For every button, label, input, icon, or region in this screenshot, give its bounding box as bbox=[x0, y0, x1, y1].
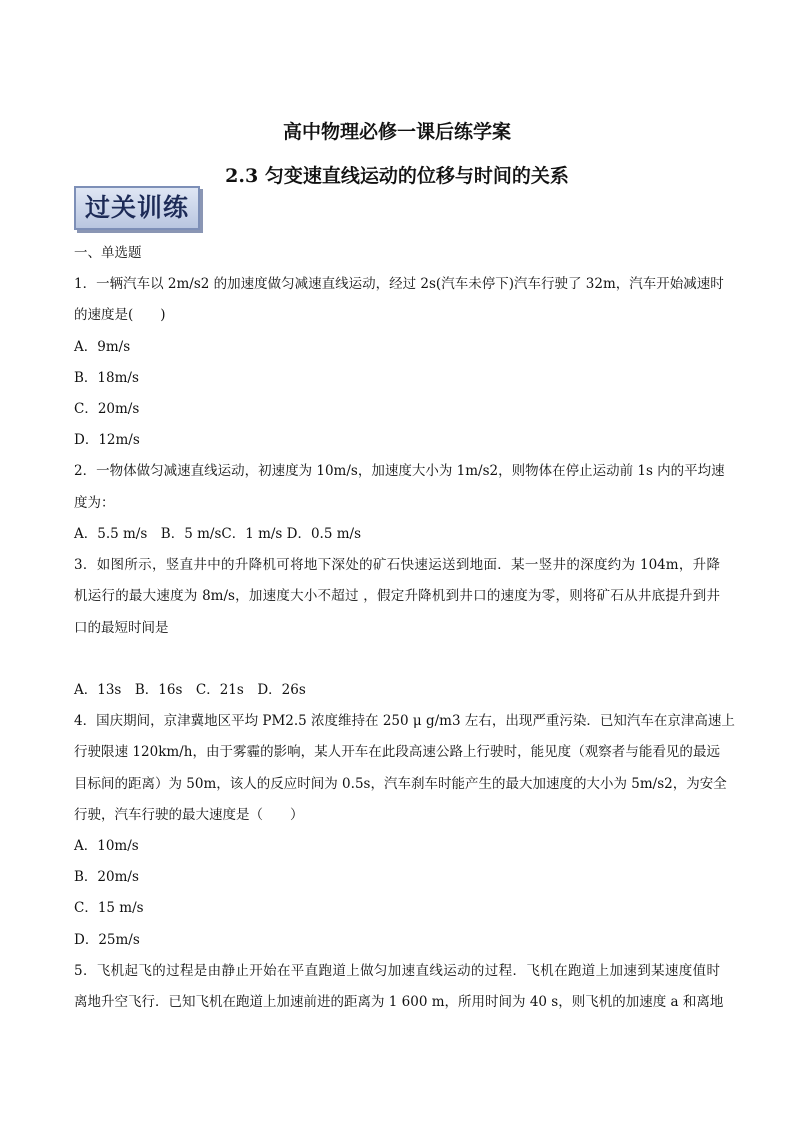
question-3-stem-line-2: 机运行的最大速度为 8m/s，加速度大小不超过 ，假定升降机到井口的速度为零，则将矿石从井底提升到井 bbox=[74, 588, 720, 604]
question-3-options: A．13s B．16s C．21s D．26s bbox=[74, 682, 306, 698]
question-1-stem-line-1: 1．一辆汽车以 2m/s2 的加速度做匀减速直线运动，经过 2s(汽车未停下)汽车行驶了 32m，汽车开始减速时 bbox=[74, 276, 724, 292]
question-4-stem-line-2: 行驶限速 120km/h，由于雾霾的影响，某人开车在此段高速公路上行驶时，能见度（观察者与能看见的最远 bbox=[74, 744, 720, 760]
lesson-title: 2.3 匀变速直线运动的位移与时间的关系 bbox=[225, 165, 569, 187]
question-1-stem-line-2: 的速度是( ) bbox=[74, 307, 166, 323]
question-4-option-a: A．10m/s bbox=[74, 838, 139, 854]
question-5-stem-line-2: 离地升空飞行．已知飞机在跑道上加速前进的距离为 1 600 m，所用时间为 40 s，则飞机的加速度 a 和离地 bbox=[74, 994, 724, 1010]
section-badge bbox=[74, 186, 200, 230]
question-4-stem-line-1: 4．国庆期间，京津冀地区平均 PM2.5 浓度维持在 250 μ g/m3 左右，出现严重污染．已知汽车在京津高速上 bbox=[74, 713, 735, 729]
question-5-stem-line-1: 5．飞机起飞的过程是由静止开始在平直跑道上做匀加速直线运动的过程．飞机在跑道上加速到某速度值时 bbox=[74, 963, 720, 979]
question-4-option-b: B．20m/s bbox=[74, 869, 139, 885]
question-1-option-c: C．20m/s bbox=[74, 401, 140, 417]
question-2-stem-line-1: 2．一物体做匀减速直线运动，初速度为 10m/s，加速度大小为 1m/s2，则物体在停止运动前 1s 内的平均速 bbox=[74, 463, 725, 479]
question-1-option-d: D．12m/s bbox=[74, 432, 140, 448]
question-2-options: A．5.5 m/s B．5 m/sC．1 m/s D．0.5 m/s bbox=[74, 526, 362, 542]
question-1-option-a: A．9m/s bbox=[74, 339, 131, 355]
badge-label: 过关训练 bbox=[84, 193, 189, 222]
question-3-stem-line-1: 3．如图所示，竖直井中的升降机可将地下深处的矿石快速运送到地面．某一竖井的深度约为 104m，升降 bbox=[74, 557, 720, 573]
question-2-stem-line-2: 度为： bbox=[74, 495, 115, 511]
question-1-option-b: B．18m/s bbox=[74, 370, 139, 386]
question-4-option-c: C．15 m/s bbox=[74, 900, 144, 916]
question-3-stem-line-3: 口的最短时间是 bbox=[74, 620, 169, 636]
question-4-option-d: D．25m/s bbox=[74, 932, 140, 948]
question-4-stem-line-3: 目标间的距离）为 50m，该人的反应时间为 0.5s，汽车刹车时能产生的最大加速度的大小为 5m/s2，为安全 bbox=[74, 776, 727, 792]
question-4-stem-line-4: 行驶，汽车行驶的最大速度是（ ） bbox=[74, 807, 304, 823]
section-heading: 一、单选题 bbox=[74, 245, 142, 261]
document-title: 高中物理必修一课后练学案 bbox=[282, 121, 511, 143]
